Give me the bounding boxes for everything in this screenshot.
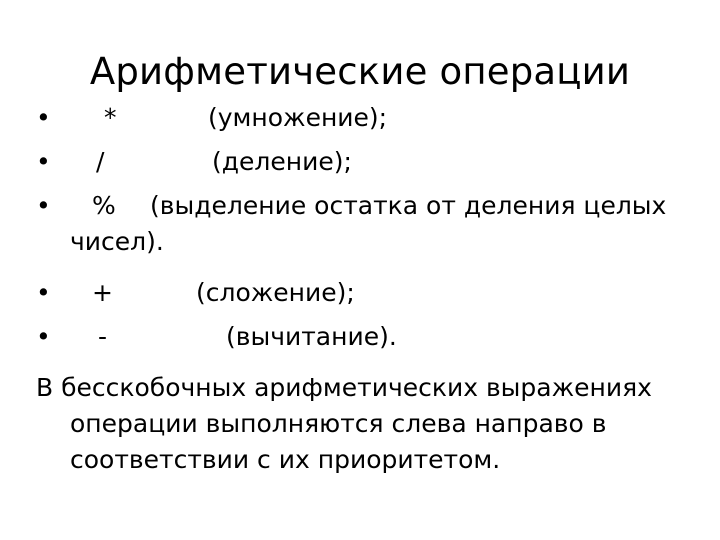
operator-description: (сложение);: [196, 278, 355, 307]
paragraph-line-3: соответствии с их приоритетом.: [70, 445, 501, 474]
operator-symbol: +: [92, 278, 113, 307]
operator-symbol: -: [98, 322, 108, 351]
bullet-marker: •: [36, 322, 51, 351]
paragraph-line-1: В бесскобочных арифметических выражениях: [36, 373, 652, 402]
operator-symbol: %: [92, 191, 116, 220]
slide-title: Арифметические операции: [89, 50, 631, 93]
paragraph-line-2: операции выполняются слева направо в: [70, 409, 607, 438]
bullet-marker: •: [36, 191, 51, 220]
operator-symbol: *: [104, 103, 117, 132]
bullet-marker: •: [36, 103, 51, 132]
operator-description: (выделение остатка от деления целых: [150, 191, 667, 220]
bullet-marker: •: [36, 147, 51, 176]
operator-description: (умножение);: [208, 103, 388, 132]
priority-paragraph: [36, 370, 686, 478]
bullet-marker: •: [36, 278, 51, 307]
operator-description: (вычитание).: [226, 322, 397, 351]
operator-description: (деление);: [212, 147, 352, 176]
operator-description-continued: чисел).: [70, 227, 164, 256]
operator-symbol: /: [96, 147, 105, 176]
